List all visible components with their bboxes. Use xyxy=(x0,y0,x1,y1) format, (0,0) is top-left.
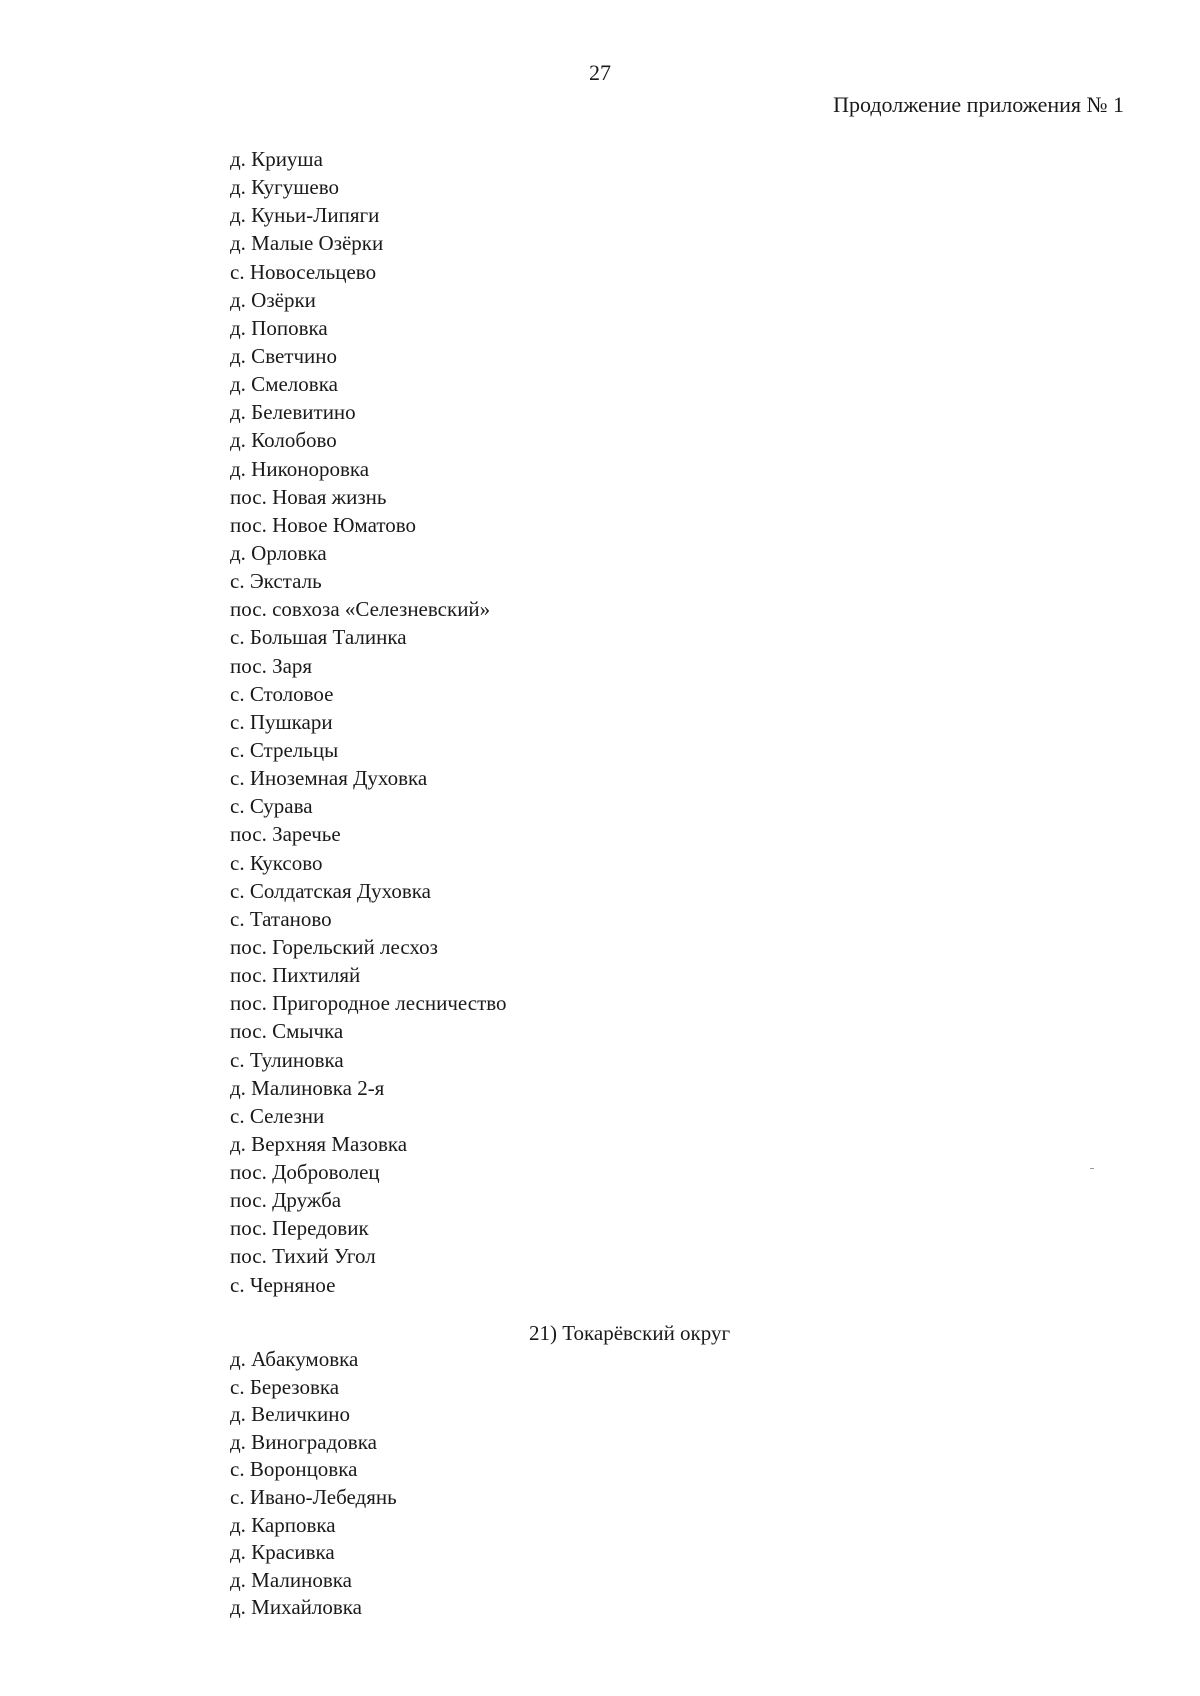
list-item: с. Новосельцево xyxy=(230,259,377,284)
list-item: с. Большая Талинка xyxy=(230,625,407,650)
list-item: пос. Заречье xyxy=(230,822,341,847)
list-item: д. Красивка xyxy=(230,1540,335,1565)
list-item: пос. Заря xyxy=(230,653,313,678)
list-item: д. Абакумовка xyxy=(230,1347,359,1371)
section-heading-tokarevsky-district: 21) Токарёвский округ xyxy=(529,1321,731,1345)
list-item: с. Воронцовка xyxy=(230,1457,358,1482)
list-item: пос. Смычка xyxy=(230,1019,344,1044)
list-item: с. Селезни xyxy=(230,1103,325,1128)
list-item: с. Иноземная Духовка xyxy=(230,766,428,791)
list-item: с. Куксово xyxy=(230,850,323,875)
list-item: д. Михайловка xyxy=(230,1595,362,1620)
list-item: д. Верхняя Мазовка xyxy=(230,1131,408,1156)
list-item: пос. Пихтиляй xyxy=(230,963,361,988)
list-item: д. Поповка xyxy=(230,315,328,340)
list-item: пос. Доброволец xyxy=(230,1160,380,1185)
list-item: с. Березовка xyxy=(230,1374,340,1399)
list-item: д. Малые Озёрки xyxy=(230,231,384,256)
list-item: д. Кугушево xyxy=(230,175,339,200)
list-item: д. Смеловка xyxy=(230,372,338,397)
list-item: с. Тулиновка xyxy=(230,1047,344,1072)
list-item: пос. Новое Юматово xyxy=(230,512,417,537)
list-item: д. Виноградовка xyxy=(230,1429,377,1454)
list-item: д. Малиновка 2-я xyxy=(230,1075,385,1100)
page-number: 27 xyxy=(589,60,611,85)
list-item: д. Малиновка xyxy=(230,1567,352,1592)
list-item: д. Белевитино xyxy=(230,400,356,425)
list-item: д. Куньи-Липяги xyxy=(230,203,380,228)
list-item: пос. совхоза «Селезневский» xyxy=(230,597,491,622)
settlement-list xyxy=(230,145,507,1299)
list-item: пос. Дружба xyxy=(230,1188,342,1213)
list-item: с. Ивано-Лебедянь xyxy=(230,1484,397,1509)
list-item: д. Карповка xyxy=(230,1512,336,1537)
list-item: д. Озёрки xyxy=(230,287,316,312)
list-item: пос. Передовик xyxy=(230,1216,369,1241)
list-item: д. Колобово xyxy=(230,428,337,453)
list-item: с. Черняное xyxy=(230,1272,336,1297)
list-item: с. Солдатская Духовка xyxy=(230,878,432,903)
list-item: с. Татаново xyxy=(230,906,332,931)
list-item: с. Эксталь xyxy=(230,569,322,594)
list-item: д. Величкино xyxy=(230,1402,350,1427)
list-item: пос. Горельский лесхоз xyxy=(230,934,438,959)
list-item: с. Столовое xyxy=(230,681,334,706)
settlement-list-tokarevsky xyxy=(230,1346,397,1622)
list-item: пос. Новая жизнь xyxy=(230,484,387,509)
list-item: д. Светчино xyxy=(230,343,338,368)
list-item: с. Сурава xyxy=(230,794,313,819)
list-item: пос. Тихий Угол xyxy=(230,1244,376,1269)
list-item: д. Криуша xyxy=(230,147,323,171)
list-item: с. Стрельцы xyxy=(230,737,339,762)
list-item: с. Пушкари xyxy=(230,709,333,734)
appendix-continuation-note: Продолжение приложения № 1 xyxy=(833,92,1124,117)
list-item: пос. Пригородное лесничество xyxy=(230,991,507,1016)
scan-speck xyxy=(1090,1168,1094,1169)
list-item: д. Никоноровка xyxy=(230,456,370,481)
list-item: д. Орловка xyxy=(230,540,327,565)
